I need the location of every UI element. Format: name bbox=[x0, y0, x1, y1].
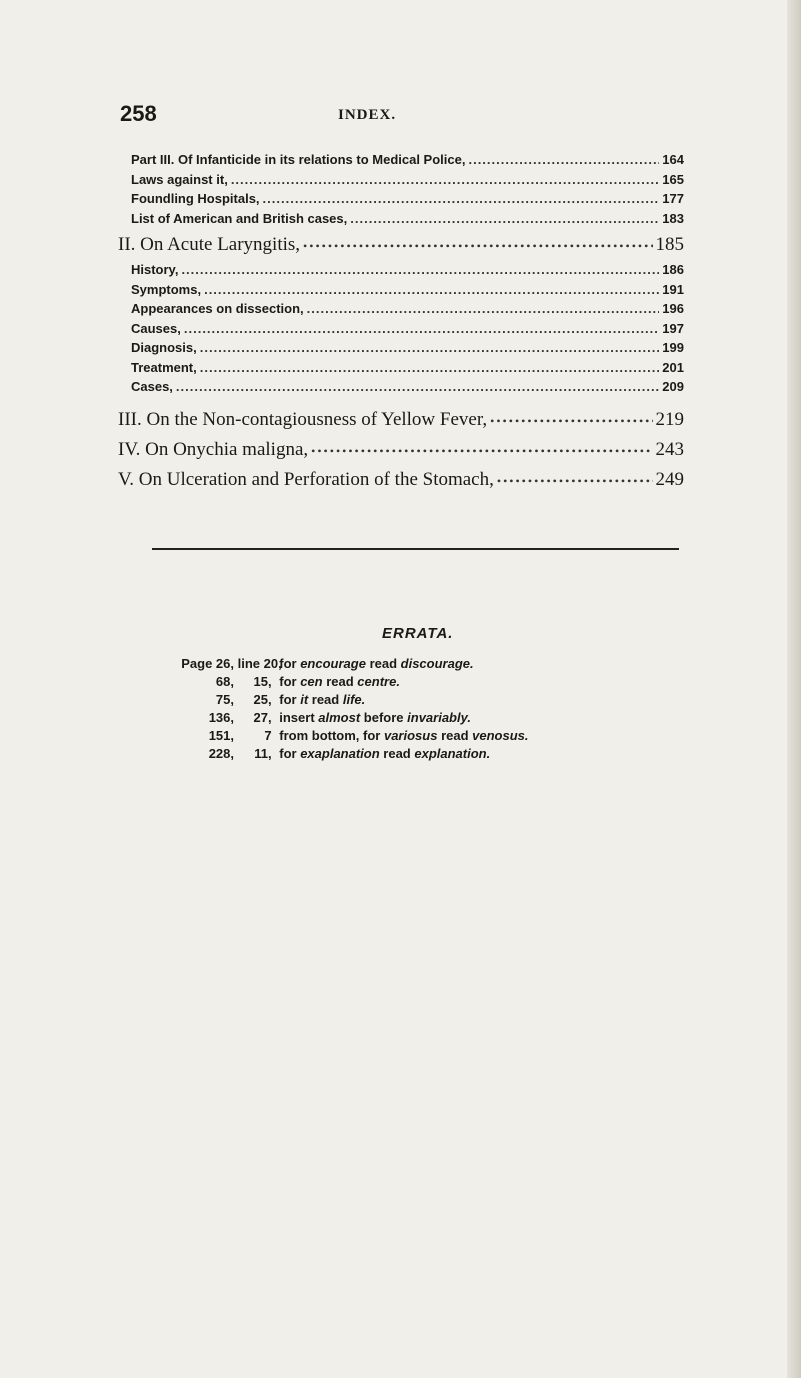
chapter-label: II. On Acute Laryngitis, bbox=[118, 234, 301, 255]
page-number: 258 bbox=[120, 101, 157, 126]
entry-label: List of American and British cases, bbox=[131, 210, 348, 226]
entry-label: Diagnosis, bbox=[131, 340, 197, 355]
dot-leader bbox=[307, 299, 660, 319]
dot-leader bbox=[468, 150, 659, 170]
entry-page: 186 bbox=[662, 262, 684, 277]
errata-correction bbox=[279, 673, 400, 691]
entry-label: Cases, bbox=[131, 379, 173, 394]
errata-page: Page 26, bbox=[181, 656, 234, 671]
errata-line: 25, bbox=[253, 692, 272, 707]
entry-page: 197 bbox=[662, 320, 684, 336]
index-entry bbox=[131, 377, 684, 397]
index-entry bbox=[131, 358, 684, 378]
index-entry-part bbox=[131, 150, 684, 170]
entry-page: 191 bbox=[662, 281, 684, 297]
errata-text: read bbox=[308, 692, 343, 707]
errata-text: before bbox=[360, 710, 408, 725]
errata-text: for bbox=[279, 746, 301, 761]
errata-page: 228, bbox=[208, 746, 234, 761]
errata-wrong: encourage bbox=[300, 656, 366, 671]
errata-line: 11, bbox=[254, 746, 272, 761]
horizontal-rule bbox=[152, 548, 679, 550]
errata-correction bbox=[279, 691, 365, 709]
errata-text: for bbox=[279, 692, 301, 707]
page-header bbox=[120, 101, 680, 131]
index-entry bbox=[131, 189, 684, 209]
errata-entry bbox=[168, 673, 400, 691]
errata-page: 136, bbox=[208, 710, 234, 725]
errata-correction bbox=[279, 745, 490, 763]
errata-text: for bbox=[279, 656, 301, 671]
entry-page: 183 bbox=[662, 210, 684, 226]
dot-leader bbox=[200, 338, 660, 358]
dot-leader bbox=[181, 260, 659, 280]
dot-leader bbox=[263, 189, 660, 209]
errata-entry bbox=[168, 727, 529, 745]
errata-right: life. bbox=[342, 692, 366, 707]
entry-label: Treatment, bbox=[131, 359, 197, 375]
errata-text: insert bbox=[279, 710, 319, 725]
entry-label: Appearances on dissection, bbox=[131, 301, 304, 316]
errata-entry bbox=[168, 691, 365, 709]
errata-text: for bbox=[279, 674, 301, 689]
chapter-entry bbox=[118, 465, 684, 495]
errata-text: read bbox=[365, 656, 401, 671]
chapter-page: 243 bbox=[655, 438, 684, 460]
errata-wrong: exaplanation bbox=[300, 746, 380, 761]
errata-correction bbox=[279, 655, 473, 673]
errata-line: 7 bbox=[264, 728, 272, 743]
errata-line: line 20, bbox=[237, 656, 282, 671]
entry-label: Symptoms, bbox=[131, 281, 202, 297]
errata-right: venosus. bbox=[472, 728, 529, 743]
index-entry bbox=[131, 338, 684, 358]
entry-label: Causes, bbox=[131, 320, 181, 336]
chapter-page: 185 bbox=[655, 234, 684, 255]
dot-leader bbox=[497, 465, 653, 495]
errata-correction bbox=[279, 727, 528, 745]
index-entry bbox=[131, 170, 684, 190]
dot-leader bbox=[184, 319, 659, 339]
dot-leader bbox=[231, 170, 659, 190]
dot-leader bbox=[176, 377, 659, 397]
errata-page: 68, bbox=[215, 674, 234, 689]
chapter-entry bbox=[118, 230, 684, 260]
errata-right: explanation. bbox=[414, 746, 491, 761]
dot-leader bbox=[311, 435, 652, 465]
dot-leader bbox=[200, 358, 660, 378]
entry-label: History, bbox=[131, 262, 179, 277]
dot-leader bbox=[204, 280, 659, 300]
errata-entry bbox=[168, 709, 471, 727]
entry-page: 199 bbox=[662, 340, 684, 355]
errata-text: read bbox=[437, 728, 473, 743]
errata-wrong: it bbox=[300, 692, 309, 707]
chapter-label: III. On the Non-contagiousness of Yellow Fever, bbox=[118, 408, 488, 430]
errata-text: read bbox=[379, 746, 415, 761]
entry-page: 201 bbox=[662, 359, 684, 375]
errata-line: 15, bbox=[253, 674, 272, 689]
index-entry bbox=[131, 280, 684, 300]
index-entry bbox=[131, 260, 684, 280]
running-head: INDEX. bbox=[338, 107, 397, 123]
dot-leader bbox=[350, 209, 659, 229]
index-entry bbox=[131, 319, 684, 339]
chapter-page: 249 bbox=[655, 468, 684, 490]
errata-right: centre. bbox=[357, 674, 400, 689]
dot-leader bbox=[490, 405, 652, 435]
entry-page: 209 bbox=[662, 379, 684, 394]
chapter-entry bbox=[118, 405, 684, 435]
errata-title: ERRATA. bbox=[382, 625, 454, 642]
errata-wrong: variosus bbox=[383, 728, 438, 743]
entry-page: 165 bbox=[662, 171, 684, 187]
entry-label: Laws against it, bbox=[131, 171, 228, 187]
errata-entry bbox=[168, 745, 490, 763]
errata-wrong: cen bbox=[300, 674, 323, 689]
page-edge bbox=[787, 0, 801, 1378]
errata-page: 75, bbox=[215, 692, 234, 707]
dot-leader bbox=[303, 230, 652, 260]
entry-page: 164 bbox=[662, 152, 684, 167]
index-list bbox=[118, 150, 684, 495]
index-entry bbox=[131, 209, 684, 229]
entry-page: 196 bbox=[662, 301, 684, 316]
errata-correction bbox=[279, 709, 471, 727]
chapter-label: IV. On Onychia maligna, bbox=[118, 438, 309, 460]
errata-text: read bbox=[322, 674, 358, 689]
errata-right: invariably. bbox=[407, 710, 471, 725]
errata-page: 151, bbox=[208, 728, 234, 743]
errata-wrong: almost bbox=[318, 710, 361, 725]
entry-label: Foundling Hospitals, bbox=[131, 191, 260, 206]
chapter-label: V. On Ulceration and Perforation of the Stomach, bbox=[118, 468, 494, 490]
errata-entry bbox=[168, 655, 474, 673]
errata-right: discourage. bbox=[400, 656, 474, 671]
chapter-entry bbox=[118, 435, 684, 465]
errata-text: from bottom, for bbox=[279, 728, 384, 743]
errata-line: 27, bbox=[253, 710, 272, 725]
chapter-page: 219 bbox=[655, 408, 684, 430]
entry-page: 177 bbox=[662, 191, 684, 206]
index-entry bbox=[131, 299, 684, 319]
entry-label: Part III. Of Infanticide in its relations to Medical Police, bbox=[131, 152, 466, 167]
